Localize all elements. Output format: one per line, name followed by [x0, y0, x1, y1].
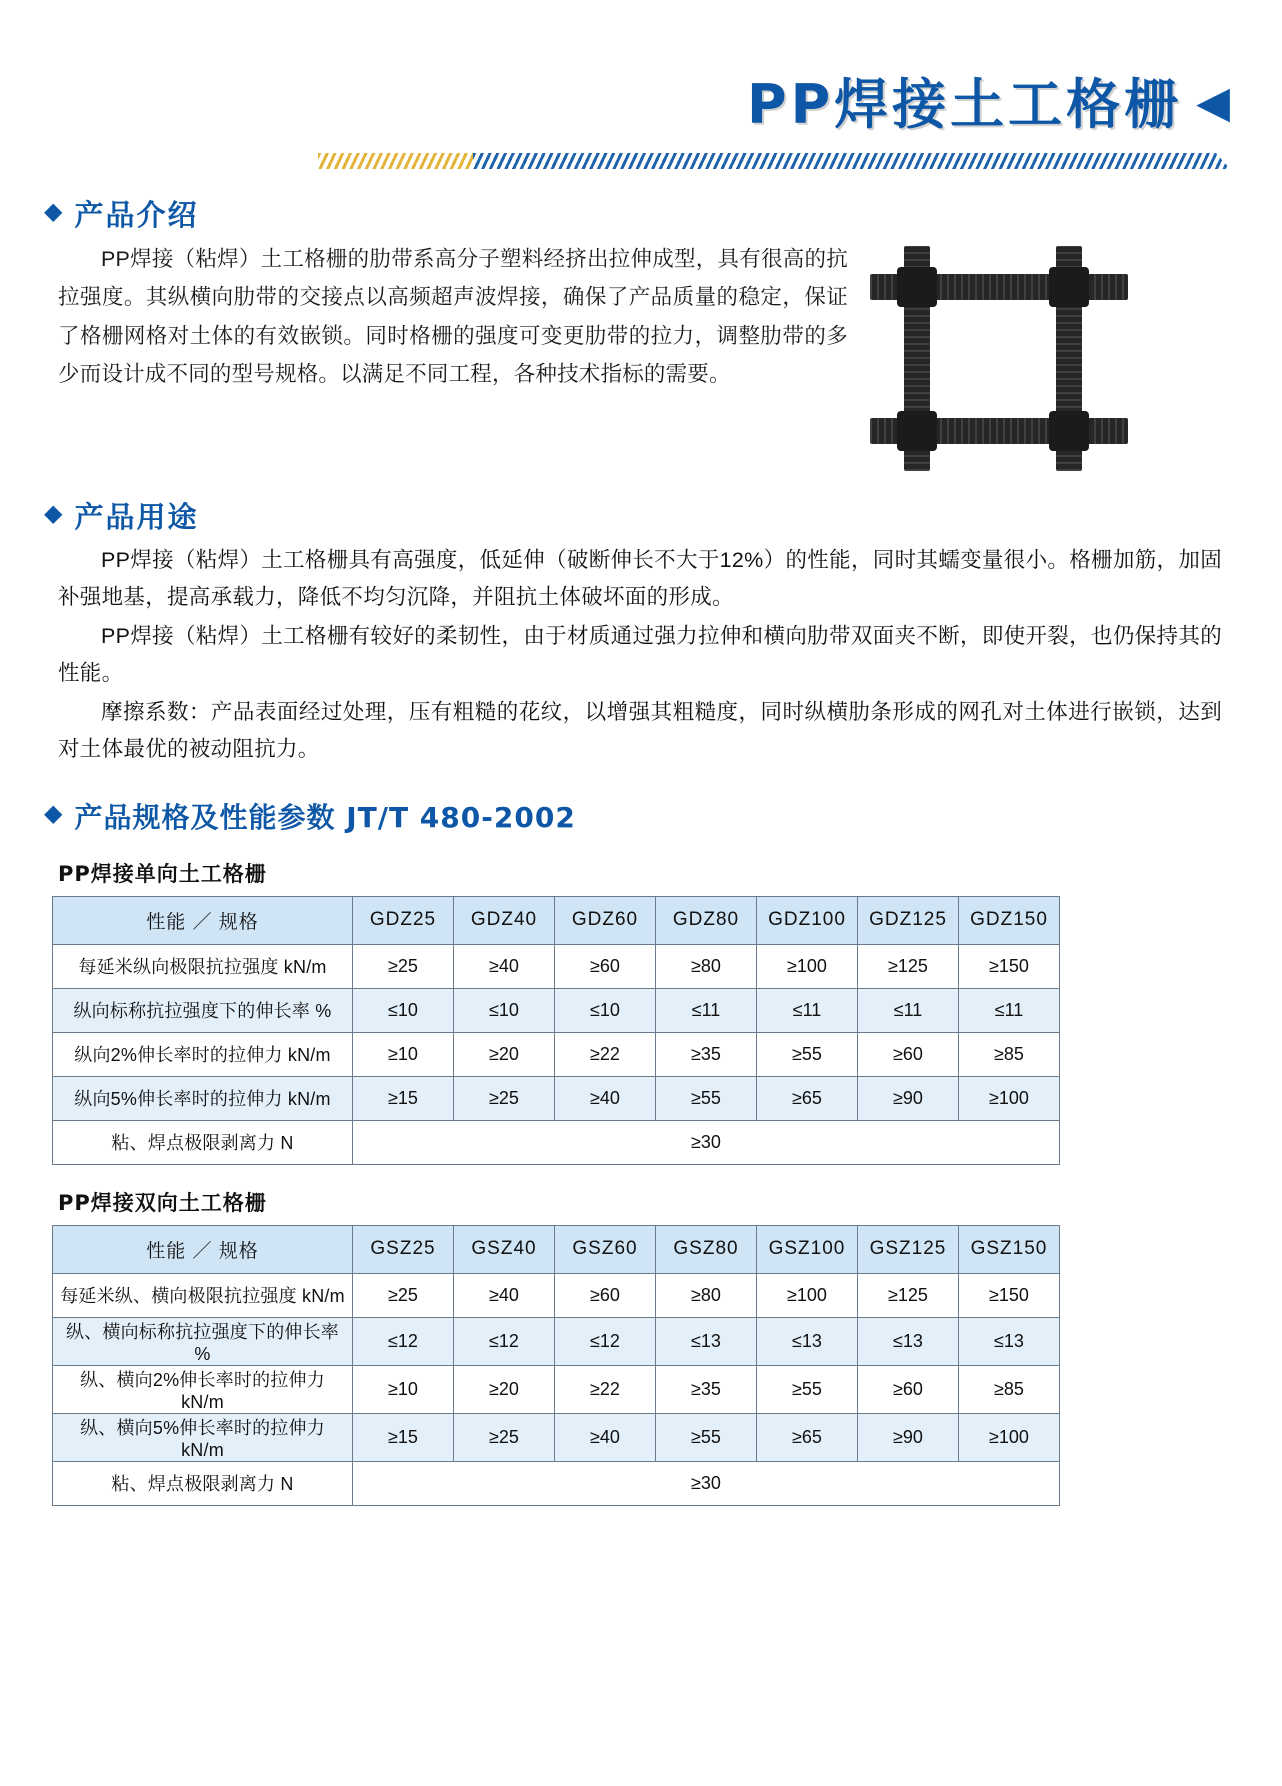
section-heading-usage [44, 495, 1282, 536]
cell: ≥100 [959, 1413, 1060, 1461]
diamond-icon: ◆ [44, 197, 63, 225]
cell: ≤11 [656, 988, 757, 1032]
column-header: GSZ80 [656, 1225, 757, 1273]
row-label: 每延米纵向极限抗拉强度 kN/m [53, 944, 353, 988]
column-header: GDZ40 [454, 896, 555, 944]
table-row [53, 1317, 1060, 1365]
table-footer-row [53, 1461, 1060, 1505]
section-heading-intro [44, 193, 1282, 234]
section-heading-specs [44, 796, 1282, 836]
cell: ≥55 [757, 1032, 858, 1076]
divider-blue-segment [473, 153, 1230, 169]
cell: ≥80 [656, 1273, 757, 1317]
page-header [0, 0, 1282, 139]
cell: ≤10 [353, 988, 454, 1032]
cell: ≥55 [656, 1076, 757, 1120]
row-label: 纵向2%伸长率时的拉伸力 kN/m [53, 1032, 353, 1076]
cell: ≥15 [353, 1413, 454, 1461]
cell: ≥85 [959, 1365, 1060, 1413]
diamond-icon: ◆ [44, 799, 63, 827]
table-label-biaxial: PP焊接双向土工格栅 [58, 1190, 267, 1215]
cell: ≥20 [454, 1032, 555, 1076]
divider-gold-segment [318, 153, 473, 169]
column-header: GSZ40 [454, 1225, 555, 1273]
row-label: 粘、焊点极限剥离力 N [53, 1461, 353, 1505]
cell: ≥150 [959, 944, 1060, 988]
cell: ≥150 [959, 1273, 1060, 1317]
table-row [53, 1413, 1060, 1461]
cell-merged: ≥30 [353, 1120, 1060, 1164]
diamond-icon: ◆ [44, 499, 63, 527]
cell: ≥20 [454, 1365, 555, 1413]
cell: ≤12 [454, 1317, 555, 1365]
cell: ≥65 [757, 1413, 858, 1461]
column-header: GDZ25 [353, 896, 454, 944]
cell: ≥40 [454, 944, 555, 988]
spec-table-uniaxial [52, 896, 1060, 1165]
column-header: GDZ80 [656, 896, 757, 944]
spec-table-biaxial [52, 1225, 1060, 1506]
cell: ≥25 [353, 944, 454, 988]
column-header: GSZ150 [959, 1225, 1060, 1273]
weld-node [897, 267, 937, 307]
cell: ≥100 [757, 1273, 858, 1317]
left-triangle-icon: ◀ [1196, 78, 1230, 127]
cell: ≤13 [757, 1317, 858, 1365]
cell: ≥85 [959, 1032, 1060, 1076]
column-header: 性能 ／ 规格 [53, 896, 353, 944]
cell: ≥25 [454, 1076, 555, 1120]
cell: ≤12 [555, 1317, 656, 1365]
cell: ≤10 [555, 988, 656, 1032]
column-header: GDZ125 [858, 896, 959, 944]
column-header: GSZ100 [757, 1225, 858, 1273]
cell: ≥40 [555, 1076, 656, 1120]
cell: ≤11 [858, 988, 959, 1032]
header-divider [318, 153, 1230, 169]
table-row [53, 1273, 1060, 1317]
cell: ≤11 [757, 988, 858, 1032]
cell: ≥22 [555, 1365, 656, 1413]
cell: ≥100 [757, 944, 858, 988]
table-row [53, 944, 1060, 988]
cell: ≥22 [555, 1032, 656, 1076]
usage-paragraph: 摩擦系数：产品表面经过处理，压有粗糙的花纹，以增强其粗糙度，同时纵横肋条形成的网孔对土体进行嵌锁，达到对土体最优的被动阻抗力。 [58, 699, 1222, 761]
table-footer-row [53, 1120, 1060, 1164]
intro-block [0, 240, 1282, 471]
column-header: GSZ60 [555, 1225, 656, 1273]
cell: ≥125 [858, 944, 959, 988]
section-title-usage: 产品用途 [74, 500, 199, 534]
cell: ≥35 [656, 1365, 757, 1413]
column-header: GDZ150 [959, 896, 1060, 944]
cell: ≥40 [454, 1273, 555, 1317]
page-title: PP焊接土工格栅 [747, 73, 1183, 136]
table-row [53, 1365, 1060, 1413]
cell: ≤12 [353, 1317, 454, 1365]
cell: ≥90 [858, 1076, 959, 1120]
cell: ≥35 [656, 1032, 757, 1076]
cell: ≥100 [959, 1076, 1060, 1120]
table-label-uniaxial: PP焊接单向土工格栅 [58, 861, 267, 886]
cell: ≥60 [555, 944, 656, 988]
row-label: 纵向标称抗拉强度下的伸长率 % [53, 988, 353, 1032]
table-row [53, 1076, 1060, 1120]
cell: ≥55 [757, 1365, 858, 1413]
product-photo [870, 246, 1128, 471]
cell: ≥25 [454, 1413, 555, 1461]
row-label: 纵、横向5%伸长率时的拉伸力 kN/m [53, 1413, 353, 1461]
cell: ≥10 [353, 1032, 454, 1076]
table-row [53, 1032, 1060, 1076]
cell: ≥10 [353, 1365, 454, 1413]
intro-text [58, 240, 848, 393]
cell: ≥55 [656, 1413, 757, 1461]
row-label: 纵向5%伸长率时的拉伸力 kN/m [53, 1076, 353, 1120]
weld-node [1049, 267, 1089, 307]
usage-paragraph: PP焊接（粘焊）土工格栅具有高强度，低延伸（破断伸长不大于12%）的性能，同时其蠕变量很小。格栅加筋，加固补强地基，提高承载力，降低不均匀沉降，并阻抗土体破坏面的形成。 [58, 548, 1222, 609]
weld-node [1049, 411, 1089, 451]
cell: ≥80 [656, 944, 757, 988]
column-header: GDZ100 [757, 896, 858, 944]
cell: ≤13 [959, 1317, 1060, 1365]
cell: ≤13 [656, 1317, 757, 1365]
row-label: 粘、焊点极限剥离力 N [53, 1120, 353, 1164]
cell: ≥65 [757, 1076, 858, 1120]
cell: ≥25 [353, 1273, 454, 1317]
column-header: GSZ25 [353, 1225, 454, 1273]
cell: ≥125 [858, 1273, 959, 1317]
column-header: GSZ125 [858, 1225, 959, 1273]
section-title-intro: 产品介绍 [74, 198, 199, 232]
row-label: 纵、横向标称抗拉强度下的伸长率 % [53, 1317, 353, 1365]
table-row [53, 988, 1060, 1032]
cell: ≤13 [858, 1317, 959, 1365]
table-header-row [53, 896, 1060, 944]
cell: ≤11 [959, 988, 1060, 1032]
intro-paragraph: PP焊接（粘焊）土工格栅的肋带系高分子塑料经挤出拉伸成型，具有很高的抗拉强度。其纵横向肋带的交接点以高频超声波焊接，确保了产品质量的稳定，保证了格栅网格对土体的有效嵌锁。同时格栅的强度可变更肋带的拉力，调整肋带的多少而设计成不同的型号规格。以满足不同工程，各种技术指标的需要。 [58, 247, 848, 386]
cell: ≥90 [858, 1413, 959, 1461]
row-label: 每延米纵、横向极限抗拉强度 kN/m [53, 1273, 353, 1317]
cell: ≥60 [858, 1365, 959, 1413]
cell: ≥40 [555, 1413, 656, 1461]
column-header: 性能 ／ 规格 [53, 1225, 353, 1273]
section-title-specs: 产品规格及性能参数 JT/T 480-2002 [74, 800, 576, 834]
usage-text [58, 542, 1222, 768]
cell: ≥15 [353, 1076, 454, 1120]
cell-merged: ≥30 [353, 1461, 1060, 1505]
cell: ≥60 [555, 1273, 656, 1317]
column-header: GDZ60 [555, 896, 656, 944]
cell: ≥60 [858, 1032, 959, 1076]
cell: ≤10 [454, 988, 555, 1032]
weld-node [897, 411, 937, 451]
usage-paragraph: PP焊接（粘焊）土工格栅有较好的柔韧性，由于材质通过强力拉伸和横向肋带双面夹不断，即使开裂，也仍保持其的性能。 [58, 623, 1222, 685]
table-header-row [53, 1225, 1060, 1273]
row-label: 纵、横向2%伸长率时的拉伸力 kN/m [53, 1365, 353, 1413]
